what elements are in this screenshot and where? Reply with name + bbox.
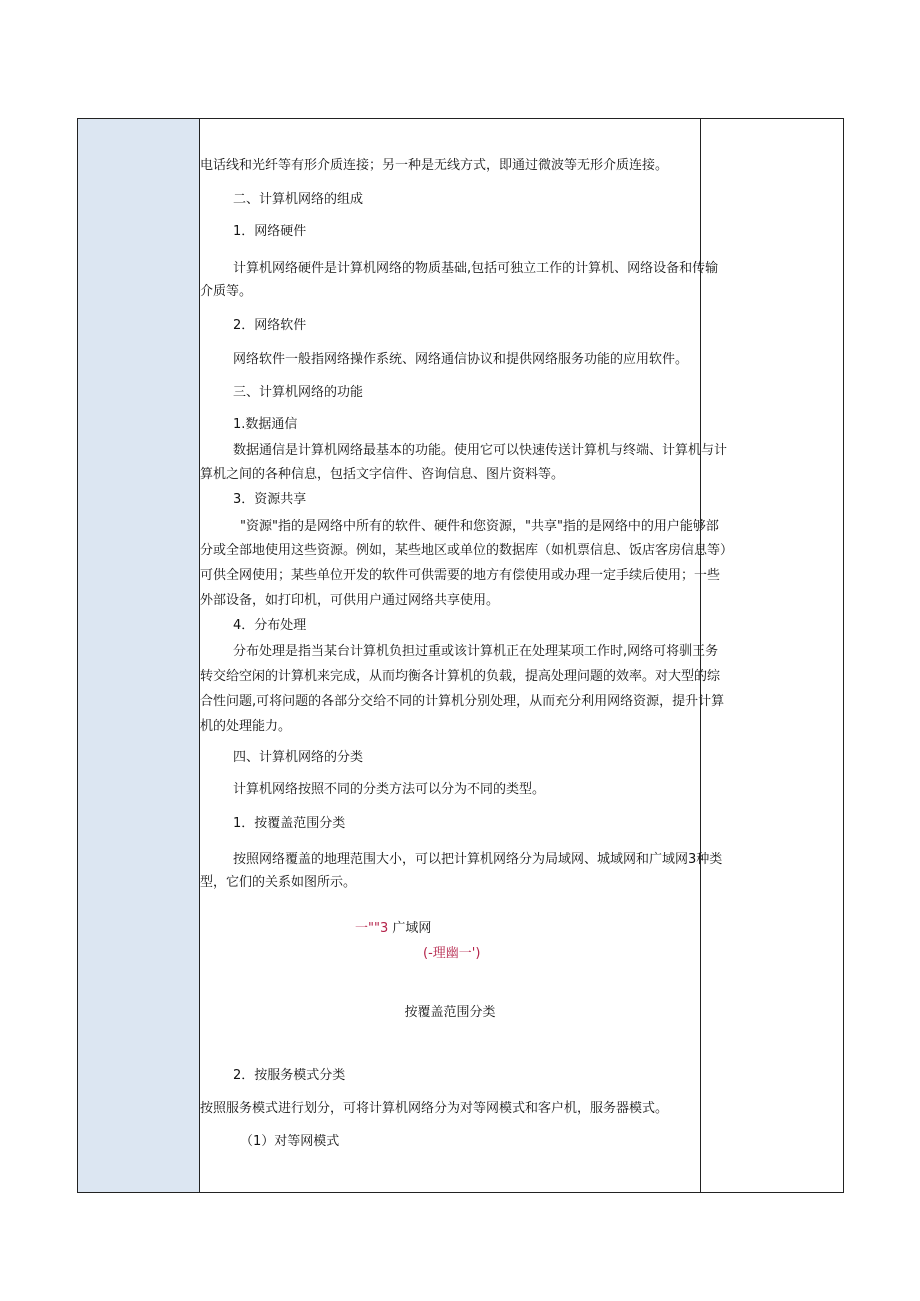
section-heading: 四、计算机网络的分类 [233, 750, 364, 765]
paragraph-line: 按照服务模式进行划分，可将计算机网络分为对等网模式和客户机，服务器模式。 [200, 1101, 669, 1116]
content-column [200, 119, 734, 1192]
paragraph-line: 机的处理能力。 [200, 719, 292, 734]
figure-top-label [355, 918, 431, 940]
right-column [700, 119, 843, 1192]
figure-wan-label: 广域网 [392, 921, 432, 936]
paragraph-line: "资源"指的是网络中所有的软件、硬件和您资源，"共享"指的是网络中的用户能够部 [240, 519, 719, 534]
subsection-heading: 1.数据通信 [233, 417, 298, 432]
paragraph-line: 数据通信是计算机网络最基本的功能。使用它可以快速传送计算机与终端、计算机与计 [233, 443, 728, 458]
paragraph-line: 外部设备，如打印机，可供用户通过网络共享使用。 [200, 593, 500, 608]
subsection-heading: 4．分布处理 [233, 618, 307, 633]
figure-sub-label: (-理幽一') [423, 946, 481, 961]
paragraph-line: 计算机网络硬件是计算机网络的物质基础,包括可独立工作的计算机、网络设备和传输 [233, 261, 719, 276]
paragraph-line: 型，它们的关系如图所示。 [200, 875, 357, 890]
paragraph-line: 可供全网使用；某些单位开发的软件可供需要的地方有偿使用或办理一定手续后使用；一些 [200, 568, 721, 583]
left-column [78, 119, 200, 1192]
subsection-heading: 2．网络软件 [233, 318, 307, 333]
paragraph-line: 计算机网络按照不同的分类方法可以分为不同的类型。 [233, 782, 546, 797]
section-heading: 三、计算机网络的功能 [233, 385, 364, 400]
subsection-heading: 1．网络硬件 [233, 224, 307, 239]
paragraph-line: 按照网络覆盖的地理范围大小，可以把计算机网络分为局域网、城域网和广域网3种类 [233, 852, 723, 867]
paragraph-line: 网络软件一般指网络操作系统、网络通信协议和提供网络服务功能的应用软件。 [233, 352, 689, 367]
paragraph-line: 介质等。 [200, 284, 253, 299]
figure-caption: 按覆盖范围分类 [404, 1005, 496, 1020]
lesson-table [77, 118, 844, 1193]
paragraph-line: 电话线和光纤等有形介质连接；另一种是无线方式，即通过微波等无形介质连接。 [200, 158, 669, 173]
paragraph-line: 算机之间的各种信息，包括文字信件、咨询信息、图片资料等。 [200, 467, 565, 482]
paragraph-line: 分或全部地使用这些资源。例如，某些地区或单位的数据库（如机票信息、饭店客房信息等） [200, 543, 734, 558]
subsection-heading: 2．按服务模式分类 [233, 1068, 346, 1083]
subsection-heading: 1．按覆盖范围分类 [233, 816, 346, 831]
paragraph-line: 分布处理是指当某台计算机负担过重或该计算机正在处理某项工作时,网络可将驯王务 [233, 644, 719, 659]
subsection-heading: 3．资源共享 [233, 492, 307, 507]
figure-dash-text: 一""3 [355, 921, 389, 936]
section-heading: 二、计算机网络的组成 [233, 192, 364, 207]
paragraph-line: 转交给空闲的计算机来完成，从而均衡各计算机的负载，提高处理问题的效率。对大型的综 [200, 669, 721, 684]
paragraph-line: 合性问题,可将问题的各部分交给不同的计算机分别处理，从而充分利用网络资源，提升计算 [200, 694, 725, 709]
subsection-heading: （1）对等网模式 [240, 1134, 340, 1149]
